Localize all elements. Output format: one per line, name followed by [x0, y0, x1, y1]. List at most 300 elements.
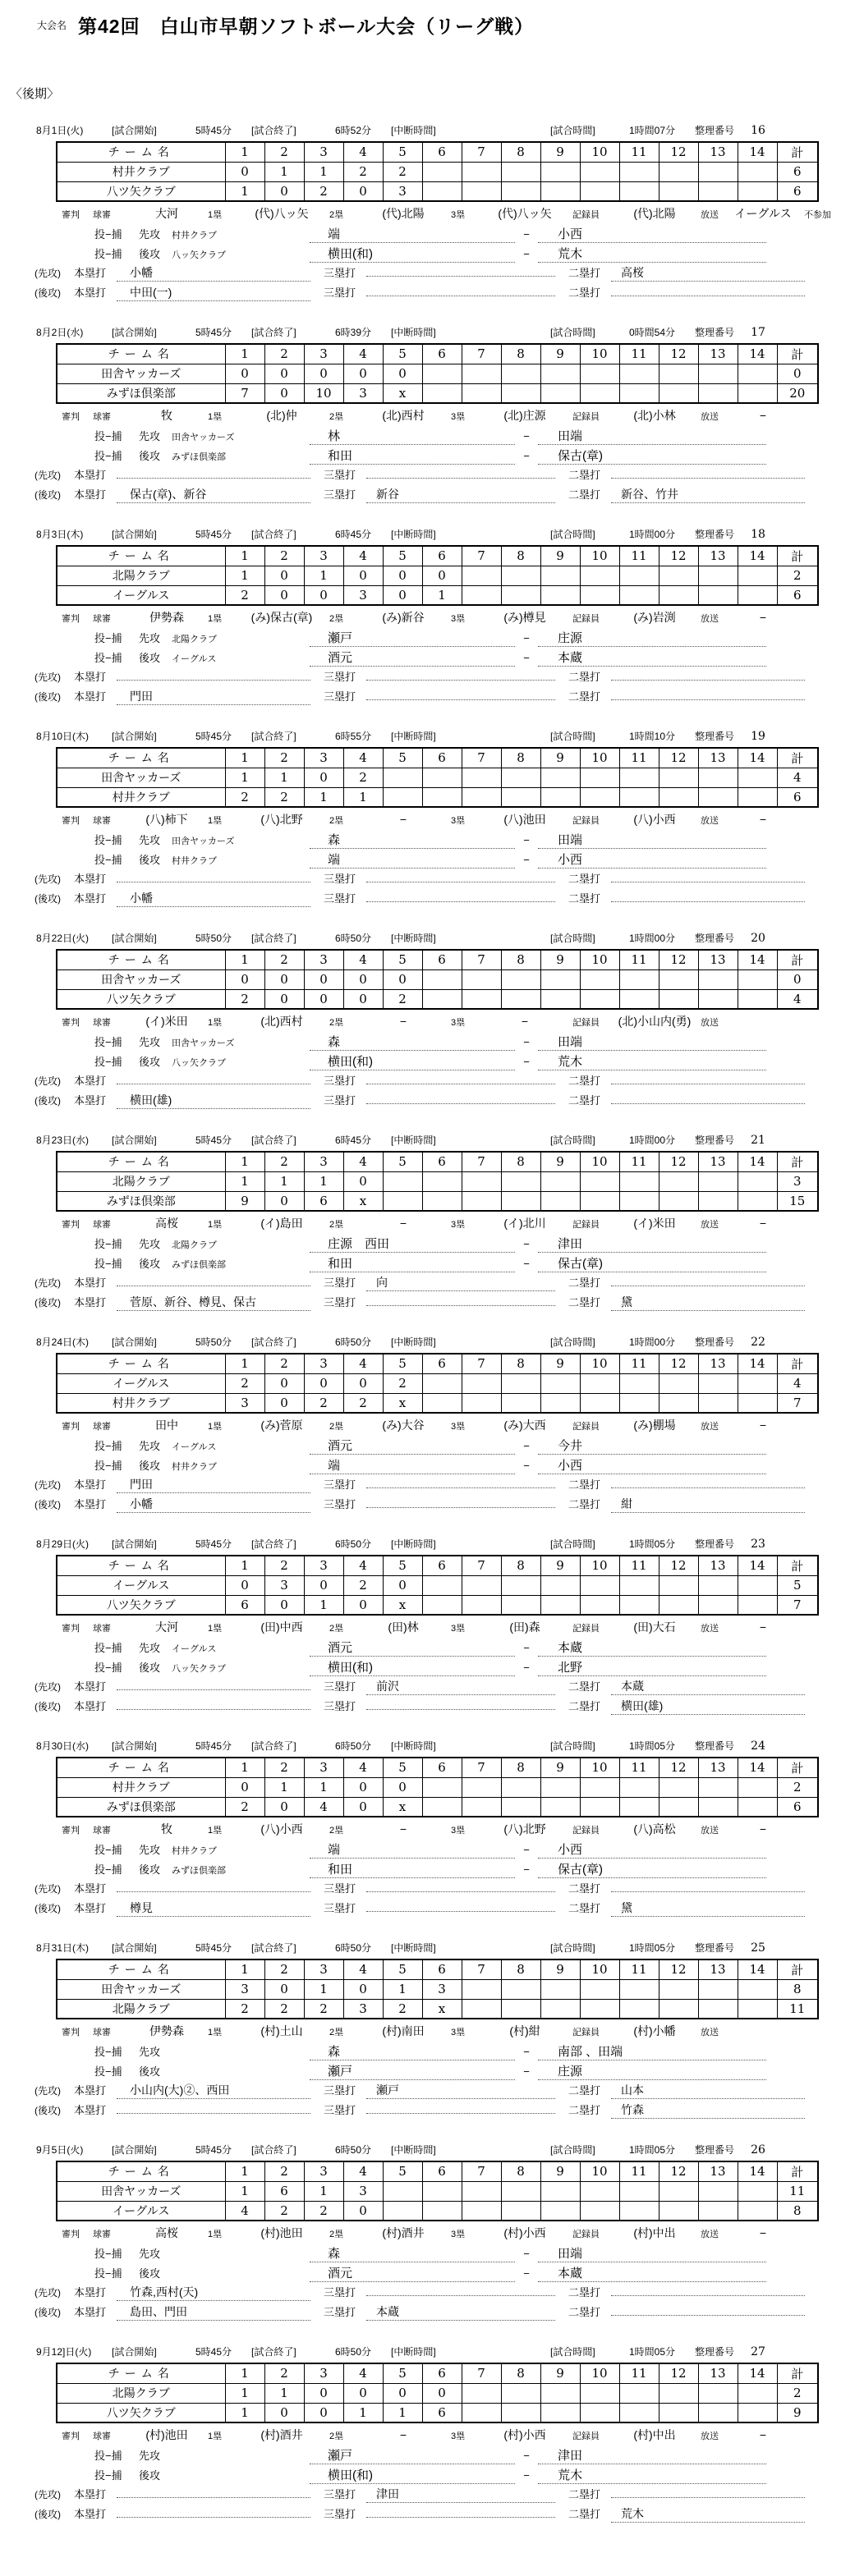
inning-header: 2	[264, 1556, 304, 1575]
inning-score	[659, 989, 698, 1009]
plate-umpire-name: 田中	[155, 1419, 178, 1432]
inning-score: 0	[264, 181, 304, 201]
inning-score	[738, 162, 777, 181]
hits-row-second-attack	[33, 1900, 841, 1919]
home-run-label: 本塁打	[74, 267, 107, 279]
first-attack-label: 先攻	[139, 2248, 161, 2260]
second-attack-catcher: 庄源	[538, 2062, 766, 2080]
inning-score	[501, 2201, 540, 2221]
inning-score: 2	[343, 1575, 383, 1595]
inning-score	[501, 787, 540, 807]
inning-score	[540, 1373, 580, 1393]
second-attack-home-runs: 樽見	[117, 1900, 310, 1917]
total-score: 4	[777, 989, 818, 1009]
inning-header: 14	[738, 1556, 777, 1575]
inning-score: 0	[225, 969, 264, 989]
battery-label: 投−捕	[94, 2469, 122, 2482]
inning-score: 1	[225, 181, 264, 201]
second-attack-pitcher: 瀬戸	[310, 2062, 515, 2080]
inning-header: 9	[540, 2161, 580, 2181]
total-score: 2	[777, 566, 818, 585]
inning-score: x	[383, 383, 422, 403]
first-base-umpire-name: (八)北野	[260, 813, 303, 826]
game-date: 8月30日(水)	[36, 1740, 90, 1752]
inning-header: 4	[343, 1556, 383, 1575]
inning-score	[619, 566, 659, 585]
inning-header: 13	[698, 1960, 738, 1979]
first-attack-home-runs	[117, 680, 310, 681]
inning-score	[619, 1191, 659, 1211]
inning-header: 4	[343, 142, 383, 162]
inning-score: 3	[383, 181, 422, 201]
second-attack-pitcher: 横田(和)	[310, 1052, 515, 1070]
plate-umpire-name: 牧	[161, 409, 172, 422]
inning-score	[619, 768, 659, 787]
inning-score	[698, 364, 738, 383]
inning-score	[659, 1575, 698, 1595]
inning-score: 6	[264, 2181, 304, 2201]
total-header: 計	[777, 1960, 818, 1979]
first-attack-label: 先攻	[139, 1036, 161, 1048]
inning-score: 1	[264, 2383, 304, 2403]
home-run-label: 本塁打	[74, 1902, 107, 1914]
start-time-label: [試合開始]	[112, 2346, 157, 2358]
second-attack-doubles: 荒木	[611, 2505, 805, 2523]
battery-label: 投−捕	[94, 2267, 122, 2280]
inning-score	[422, 1373, 462, 1393]
interruption-label: [中断時間]	[391, 1740, 436, 1752]
inning-header: 1	[225, 1556, 264, 1575]
inning-header: 2	[264, 1152, 304, 1171]
inning-header: 10	[580, 2161, 619, 2181]
start-time-value: 5時45分	[195, 2144, 232, 2156]
game-record	[33, 1335, 841, 1515]
battery-row-second-attack	[94, 245, 841, 264]
third-base-label: 3塁	[451, 816, 466, 826]
inning-score	[738, 989, 777, 1009]
serial-number-label: 整理番号	[695, 2346, 735, 2358]
inning-score	[462, 1393, 501, 1413]
plate-umpire-name: (村)池田	[145, 2428, 188, 2441]
duration-label: [試合時間]	[550, 1336, 595, 1348]
battery-row-first-attack	[94, 1437, 841, 1456]
total-header: 計	[777, 2363, 818, 2383]
first-base-label: 1塁	[208, 412, 223, 422]
team-name: イーグルス	[57, 1575, 225, 1595]
inning-score: 2	[383, 1999, 422, 2019]
total-score: 4	[777, 768, 818, 787]
score-table	[56, 141, 819, 202]
score-table-header-row	[57, 1152, 818, 1171]
inning-score	[580, 1797, 619, 1817]
battery-dash: −	[523, 1844, 530, 1856]
inning-score: 0	[304, 1575, 343, 1595]
second-attack-triples	[366, 699, 555, 700]
inning-score	[580, 787, 619, 807]
third-base-umpire-name: (村)紺	[509, 2024, 540, 2037]
broadcast-label: 放送	[701, 816, 719, 826]
first-attack-paren-label: (先攻)	[34, 1075, 61, 1087]
inning-score: 1	[225, 2383, 264, 2403]
serial-number-value: 19	[751, 730, 765, 743]
second-attack-triples	[366, 1103, 555, 1104]
start-time-value: 5時45分	[195, 125, 232, 136]
inning-score	[540, 181, 580, 201]
first-base-label: 1塁	[208, 2028, 223, 2037]
inning-header: 11	[619, 2161, 659, 2181]
second-attack-catcher: 小西	[538, 1456, 766, 1474]
inning-header: 13	[698, 2161, 738, 2181]
plate-umpire-label: 球審	[93, 210, 111, 220]
inning-score	[462, 1979, 501, 1999]
inning-header: 8	[501, 1758, 540, 1777]
battery-dash: −	[523, 1863, 530, 1876]
inning-score: 0	[264, 1797, 304, 1817]
inning-header: 3	[304, 1960, 343, 1979]
end-time-value: 6時45分	[334, 1134, 372, 1146]
team-name: 北陽クラブ	[57, 1999, 225, 2019]
battery-dash: −	[523, 2267, 530, 2280]
umpire-row	[62, 1821, 841, 1840]
inning-score	[619, 1595, 659, 1615]
home-run-label: 本塁打	[74, 1498, 107, 1510]
third-base-label: 3塁	[451, 2230, 466, 2239]
interruption-label: [中断時間]	[391, 1942, 436, 1954]
second-attack-home-runs	[117, 2517, 310, 2518]
umpire-label: 審判	[62, 412, 80, 422]
first-attack-triples	[366, 478, 555, 479]
inning-header: 5	[383, 748, 422, 768]
first-base-umpire-name: (村)酒井	[260, 2428, 303, 2441]
double-label: 二塁打	[568, 2306, 601, 2318]
second-base-umpire-name: (北)西村	[382, 409, 425, 422]
inning-header: 6	[422, 1960, 462, 1979]
end-time-label: [試合終了]	[251, 1336, 296, 1348]
inning-score	[659, 1999, 698, 2019]
inning-score	[738, 566, 777, 585]
end-time-label: [試合終了]	[251, 731, 296, 742]
inning-header: 2	[264, 1758, 304, 1777]
first-attack-home-runs: 小幡	[117, 264, 310, 282]
total-score: 3	[777, 1171, 818, 1191]
third-base-umpire-name: (み)大西	[503, 1419, 546, 1432]
inning-score	[540, 2201, 580, 2221]
triple-label: 三塁打	[324, 267, 356, 279]
start-time-value: 5時50分	[195, 933, 232, 944]
battery-row-first-attack	[94, 1235, 841, 1254]
duration-label: [試合時間]	[550, 529, 595, 540]
inning-score: 1	[304, 1171, 343, 1191]
scorer-name: (八)小西	[633, 813, 676, 826]
first-attack-label: 先攻	[139, 2046, 161, 2058]
triple-label: 三塁打	[324, 1296, 356, 1309]
score-table	[56, 1353, 819, 1414]
inning-score	[738, 2201, 777, 2221]
umpire-label: 審判	[62, 2432, 80, 2441]
inning-score	[501, 585, 540, 605]
first-base-label: 1塁	[208, 210, 223, 220]
inning-header: 9	[540, 1758, 580, 1777]
inning-header: 11	[619, 546, 659, 566]
scorer-label: 記録員	[572, 210, 600, 220]
inning-header: 14	[738, 1354, 777, 1373]
inning-score: 0	[383, 566, 422, 585]
third-base-label: 3塁	[451, 412, 466, 422]
battery-row-second-attack	[94, 1052, 841, 1072]
inning-score: 1	[304, 1979, 343, 1999]
home-run-label: 本塁打	[74, 2104, 107, 2116]
total-header: 計	[777, 950, 818, 969]
inning-header: 13	[698, 1758, 738, 1777]
second-attack-label: 後攻	[139, 248, 161, 260]
second-base-umpire-name: (村)酒井	[382, 2226, 425, 2239]
hits-row-first-attack	[33, 1476, 841, 1496]
hits-row-first-attack	[33, 668, 841, 688]
total-header: 計	[777, 1758, 818, 1777]
inning-score	[422, 383, 462, 403]
inning-header: 9	[540, 1354, 580, 1373]
end-time-label: [試合終了]	[251, 933, 296, 944]
total-score: 15	[777, 1191, 818, 1211]
inning-score: 0	[264, 969, 304, 989]
total-header: 計	[777, 546, 818, 566]
total-score: 0	[777, 969, 818, 989]
inning-score	[501, 2383, 540, 2403]
battery-label: 投−捕	[94, 1056, 122, 1068]
team-name: 八ツ矢クラブ	[57, 181, 225, 201]
game-header	[36, 1739, 841, 1755]
inning-score: 0	[343, 2383, 383, 2403]
double-label: 二塁打	[568, 2104, 601, 2116]
inning-score	[698, 1979, 738, 1999]
first-attack-label: 先攻	[139, 1844, 161, 1856]
inning-header: 9	[540, 1960, 580, 1979]
game-record	[33, 123, 841, 304]
team-name: 北陽クラブ	[57, 1171, 225, 1191]
home-run-label: 本塁打	[74, 469, 107, 481]
end-time-label: [試合終了]	[251, 125, 296, 136]
inning-score: 2	[304, 181, 343, 201]
inning-score: x	[343, 1191, 383, 1211]
inning-score: 7	[225, 383, 264, 403]
first-attack-doubles	[611, 1891, 805, 1892]
umpire-row	[62, 2225, 841, 2244]
battery-dash: −	[523, 652, 530, 664]
triple-label: 三塁打	[324, 2488, 356, 2500]
battery-row-first-attack	[94, 1840, 841, 1860]
first-attack-paren-label: (先攻)	[34, 2489, 61, 2500]
second-attack-triples	[366, 2113, 555, 2114]
inning-score	[659, 1979, 698, 1999]
second-attack-doubles	[611, 901, 805, 902]
battery-label: 投−捕	[94, 854, 122, 866]
serial-number-value: 27	[751, 2345, 765, 2358]
inning-score: 0	[304, 2383, 343, 2403]
inning-score	[462, 2403, 501, 2422]
inning-header: 14	[738, 344, 777, 364]
inning-score	[659, 2383, 698, 2403]
first-attack-catcher: 津田	[538, 2446, 766, 2464]
broadcast-label: 放送	[701, 1826, 719, 1836]
interruption-label: [中断時間]	[391, 1134, 436, 1146]
score-table-header-row	[57, 1960, 818, 1979]
game-header	[36, 325, 841, 341]
interruption-label: [中断時間]	[391, 731, 436, 742]
inning-header: 10	[580, 344, 619, 364]
second-base-label: 2塁	[329, 2230, 344, 2239]
total-score: 8	[777, 1979, 818, 1999]
battery-dash: −	[523, 2065, 530, 2078]
first-attack-catcher: 津田	[538, 1235, 766, 1253]
inning-score	[659, 162, 698, 181]
inning-score	[738, 969, 777, 989]
inning-score: 3	[343, 383, 383, 403]
inning-score: 0	[343, 1373, 383, 1393]
inning-score	[462, 383, 501, 403]
game-header	[36, 2143, 841, 2159]
first-attack-team-name: 村井クラブ	[172, 231, 217, 241]
inning-score: 3	[343, 1999, 383, 2019]
umpire-label: 審判	[62, 1422, 80, 1432]
duration-label: [試合時間]	[550, 1942, 595, 1954]
triple-label: 三塁打	[324, 2306, 356, 2318]
inning-score	[540, 2403, 580, 2422]
inning-score	[540, 1393, 580, 1413]
inning-score	[619, 1797, 659, 1817]
inning-header: 6	[422, 1556, 462, 1575]
inning-score	[501, 162, 540, 181]
battery-dash: −	[523, 1662, 530, 1674]
inning-score	[540, 787, 580, 807]
inning-score	[462, 989, 501, 1009]
inning-header: 1	[225, 1152, 264, 1171]
double-label: 二塁打	[568, 873, 601, 885]
inning-header: 11	[619, 950, 659, 969]
first-attack-paren-label: (先攻)	[34, 873, 61, 885]
game-record	[33, 2345, 841, 2525]
inning-score	[580, 969, 619, 989]
inning-score	[501, 1393, 540, 1413]
inning-header: 1	[225, 1354, 264, 1373]
inning-header: 14	[738, 546, 777, 566]
plate-umpire-name: 伊勢森	[149, 611, 184, 624]
serial-number-label: 整理番号	[695, 1942, 735, 1954]
inning-score: 3	[225, 1393, 264, 1413]
inning-score	[540, 989, 580, 1009]
inning-score	[659, 566, 698, 585]
inning-header: 1	[225, 142, 264, 162]
second-base-label: 2塁	[329, 614, 344, 624]
second-attack-home-runs: 中田(一)	[117, 284, 310, 301]
inning-header: 3	[304, 2161, 343, 2181]
inning-score	[540, 768, 580, 787]
battery-dash: −	[523, 632, 530, 644]
score-table-header-row	[57, 142, 818, 162]
second-base-label: 2塁	[329, 816, 344, 826]
triple-label: 三塁打	[324, 1075, 356, 1087]
battery-row-first-attack	[94, 2244, 841, 2264]
inning-header: 8	[501, 1960, 540, 1979]
home-run-label: 本塁打	[74, 1296, 107, 1309]
home-run-label: 本塁打	[74, 1680, 107, 1693]
second-attack-team-name: 八ッ矢クラブ	[172, 1664, 226, 1674]
battery-row-first-attack	[94, 2042, 841, 2062]
inning-header: 4	[343, 2161, 383, 2181]
end-time-value: 6時50分	[334, 1942, 372, 1954]
inning-score: 0	[304, 768, 343, 787]
inning-header: 3	[304, 344, 343, 364]
inning-score	[580, 181, 619, 201]
umpire-label: 審判	[62, 1624, 80, 1634]
duration-value: 1時間00分	[628, 1336, 676, 1348]
team-score-row	[57, 2383, 818, 2403]
broadcast-value: −	[759, 1419, 767, 1432]
double-label: 二塁打	[568, 2084, 601, 2097]
battery-row-second-attack	[94, 1658, 841, 1678]
inning-score	[383, 1171, 422, 1191]
game-header	[36, 1537, 841, 1553]
score-table-header-row	[57, 344, 818, 364]
first-base-umpire-name: (田)中西	[260, 1620, 303, 1634]
inning-header: 12	[659, 1960, 698, 1979]
third-base-umpire-name: −	[521, 1015, 529, 1028]
second-attack-label: 後攻	[139, 1460, 161, 1472]
third-base-umpire-name: (村)小西	[503, 2226, 546, 2239]
hits-row-second-attack	[33, 284, 841, 304]
home-run-label: 本塁打	[74, 1075, 107, 1087]
inning-score	[659, 585, 698, 605]
inning-score	[422, 2181, 462, 2201]
scorer-label: 記録員	[572, 816, 600, 826]
inning-score	[659, 1777, 698, 1797]
second-attack-team-name: 村井クラブ	[172, 1462, 217, 1472]
hits-row-second-attack	[33, 2303, 841, 2323]
end-time-label: [試合終了]	[251, 1942, 296, 1954]
second-attack-home-runs: 門田	[117, 688, 310, 705]
game-header	[36, 527, 841, 543]
team-name: 村井クラブ	[57, 787, 225, 807]
plate-umpire-label: 球審	[93, 1220, 111, 1230]
inning-score: 1	[264, 1171, 304, 1191]
inning-header: 10	[580, 546, 619, 566]
inning-score	[501, 383, 540, 403]
second-attack-paren-label: (後攻)	[34, 489, 61, 501]
inning-score	[580, 1393, 619, 1413]
start-time-label: [試合開始]	[112, 1134, 157, 1146]
first-attack-home-runs: 竹森,西村(天)	[117, 2284, 310, 2301]
first-base-umpire-name: (み)菅原	[260, 1419, 303, 1432]
game-date: 8月22日(火)	[36, 933, 90, 944]
inning-header: 14	[738, 142, 777, 162]
inning-header: 4	[343, 546, 383, 566]
team-name-header: チーム名	[57, 1960, 225, 1979]
inning-header: 10	[580, 1758, 619, 1777]
inning-score	[698, 1171, 738, 1191]
third-base-label: 3塁	[451, 2028, 466, 2037]
hits-row-first-attack	[33, 2486, 841, 2505]
first-base-umpire-name: (八)小西	[260, 1822, 303, 1836]
inning-score: 1	[383, 1979, 422, 1999]
inning-score: 0	[304, 989, 343, 1009]
inning-score	[619, 2181, 659, 2201]
triple-label: 三塁打	[324, 1902, 356, 1914]
first-attack-doubles: 高桜	[611, 264, 805, 282]
inning-header: 8	[501, 950, 540, 969]
battery-dash: −	[523, 430, 530, 442]
inning-score: 1	[383, 2403, 422, 2422]
inning-header: 14	[738, 1960, 777, 1979]
battery-dash: −	[523, 2450, 530, 2462]
